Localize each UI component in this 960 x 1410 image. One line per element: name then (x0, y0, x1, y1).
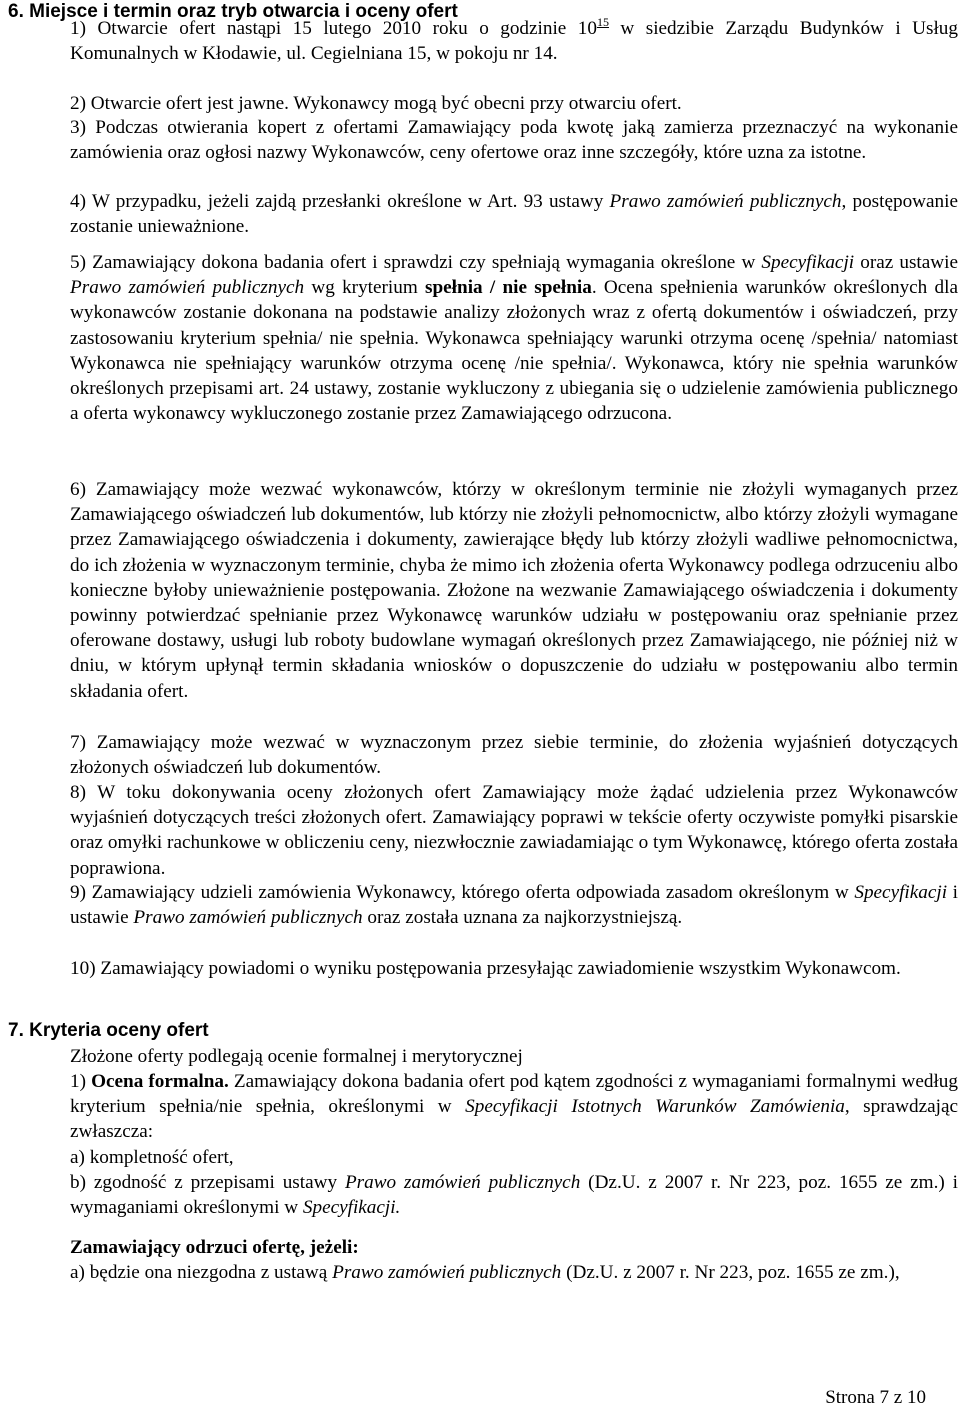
page-number: Strona 7 z 10 (825, 1387, 926, 1408)
paragraph-6-4: 4) W przypadku, jeżeli zajdą przesłanki określone w Art. 93 ustawy Prawo zamówień publicznych, postępowanie zostanie unieważnione. (70, 191, 958, 238)
rejection-item-a: a) będzie ona niezgodna z ustawą Prawo zamówień publicznych (Dz.U. z 2007 r. Nr 223, poz. 1655 ze zm.), (70, 1262, 900, 1283)
list-item-b: b) zgodność z przepisami ustawy Prawo zamówień publicznych (Dz.U. z 2007 r. Nr 223, poz. 1655 ze zm.) i wymaganiami określonymi w Specyfikacji. (70, 1172, 958, 1219)
paragraph-6-1: 1) Otwarcie ofert nastąpi 15 lutego 2010 roku o godzinie $10^{15}$ w siedzibie Zarządu Budynków i Usług Komunalnych w Kłodawie, ul. Cegielniana 15, w pokoju nr 14. (70, 15, 958, 65)
paragraph-6-3: 3) Podczas otwierania kopert z ofertami Zamawiający poda kwotę jaką zamierza przeznaczyć na wykonanie zamówienia oraz ogłosi nazwy Wykonawców, ceny ofertowe oraz inne szczegóły, które uzna za istotne. (70, 117, 958, 164)
paragraph-6-5: 5) Zamawiający dokona badania ofert i sprawdzi czy spełniają wymagania określone w Specyfikacji oraz ustawie Prawo zamówień publicznych wg kryterium spełnia / nie spełnia. Ocena spełnienia warunków określonych dla wykonawców zostanie dokonana na podstawie analizy złożonych wraz z ofertą dokumentów i oświadczeń, przy zastosowaniu kryterium spełnia/ nie spełnia. Wykonawca spełniający warunki otrzyma ocenę /spełnia/ natomiast Wykonawca nie spełniający warunków otrzyma ocenę /nie spełnia/. Wykonawca, który nie spełnia warunków określonych przepisami art. 24 ustawy, zostanie wykluczony z ubiegania się o udzielenie zamówienia publicznego a oferta wykonawcy wykluczonego zostanie przez Zamawiającego odrzucona. (70, 252, 958, 425)
time-superscript: 15 (596, 15, 609, 29)
paragraph-6-8: 8) W toku dokonywania oceny złożonych ofert Zamawiający może żądać udzielenia przez Wykonawców wyjaśnień dotyczących treści złożonych ofert. Zamawiający poprawi w tekście oferty oczywiste pomyłki pisarskie oraz omyłki rachunkowe w obliczeniu ceny, niezwłocznie zawiadamiając o tym Wykonawcę, którego oferta została poprawiona. (70, 782, 958, 879)
section-7-intro: Złożone oferty podlegają ocenie formalnej i merytorycznej (70, 1046, 523, 1067)
paragraph-6-10: 10) Zamawiający powiadomi o wyniku postępowania przesyłając zawiadomienie wszystkim Wykonawcom. (70, 958, 901, 979)
section-7-heading: 7. Kryteria oceny ofert (8, 1020, 209, 1041)
rejection-heading: Zamawiający odrzuci ofertę, jeżeli: (70, 1237, 359, 1258)
paragraph-6-7: 7) Zamawiający może wezwać w wyznaczonym przez siebie terminie, do złożenia wyjaśnień dotyczących złożonych oświadczeń lub dokumentów. (70, 732, 958, 779)
section-6-heading: 6. Miejsce i termin oraz tryb otwarcia i oceny ofert (8, 1, 458, 22)
list-item-a: a) kompletność ofert, (70, 1147, 234, 1168)
paragraph-6-6: 6) Zamawiający może wezwać wykonawców, którzy w określonym terminie nie złożyli wymaganych przez Zamawiającego oświadczeń lub dokumentów, lub którzy nie złożyli pełnomocnictw, albo którzy złożyli wymagane przez Zamawiającego oświadczenia i dokumenty, zawierające błędy lub którzy złożyli wadliwe pełnomocnictwa, do ich złożenia w wyznaczonym terminie, chyba że mimo ich złożenia oferta Wykonawcy podlega odrzuceniu albo konieczne byłoby unieważnienie postępowania. Złożone na wezwanie Zamawiającego oświadczenia i dokumenty powinny potwierdzać spełnianie przez Wykonawcę warunków udziału w postępowaniu oraz spełnianie przez oferowane dostawy, usługi lub roboty budowlane wymagań określonych przez Zamawiającego, nie później niż w dniu, w którym upłynął termin składania wniosków o dopuszczenie do udziału w postępowaniu albo termin składania ofert. (70, 479, 958, 702)
paragraph-6-2: 2) Otwarcie ofert jest jawne. Wykonawcy mogą być obecni przy otwarciu ofert. (70, 93, 682, 114)
formal-evaluation-paragraph: 1) Ocena formalna. Zamawiający dokona badania ofert pod kątem zgodności z wymaganiami formalnymi według kryterium spełnia/nie spełnia, określonymi w Specyfikacji Istotnych Warunków Zamówienia, sprawdzając zwłaszcza: (70, 1071, 958, 1143)
paragraph-6-9: 9) Zamawiający udzieli zamówienia Wykonawcy, którego oferta odpowiada zasadom określonym w Specyfikacji i ustawie Prawo zamówień publicznych oraz została uznana za najkorzystniejszą. (70, 882, 958, 929)
